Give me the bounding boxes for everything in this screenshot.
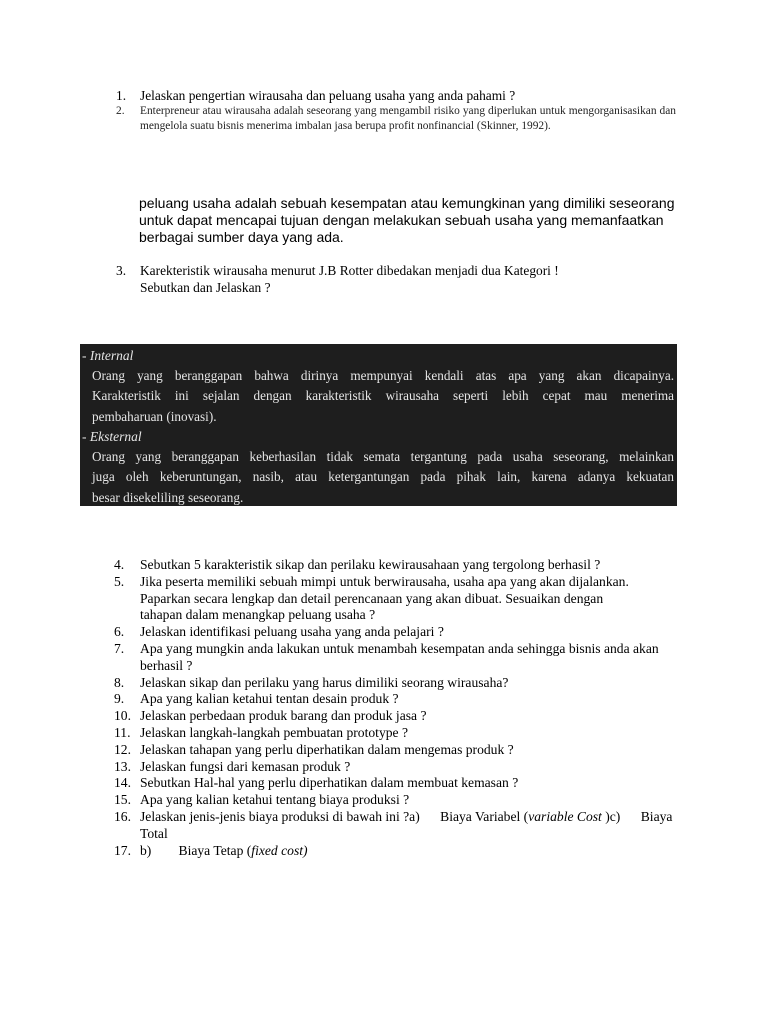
question-6 [114,624,674,641]
question-text: b) Biaya Tetap ( [140,842,252,858]
question-16 [114,809,674,843]
question-15 [114,792,674,809]
question-list [114,557,674,859]
question-text: Jelaskan jenis-jenis biaya produksi di bawah ini ?a) [140,808,420,824]
question-text: Apa yang mungkin anda lakukan untuk menambah kesempatan anda sehingga bisnis anda akan berhasil ? [140,640,659,673]
question-number: 12. [114,741,131,757]
question-text: Jelaskan fungsi dari kemasan produk ? [140,758,351,774]
question-text: Sebutkan 5 karakteristik sikap dan perilaku kewirausahaan yang tergolong berhasil ? [140,557,601,572]
question-number: 1. [116,88,127,103]
entrepreneur-definition: Enterpreneur atau wirausaha adalah seseorang yang mengambil risiko yang diperlukan untuk mengorganisasikan dan mengelola suatu bisnis menerima imbalan jasa berupa profit nonfinancial (Skinner, 1992). [140,105,676,132]
question-text: Jelaskan tahapan yang perlu diperhatikan dalam mengemas produk ? [140,741,514,757]
question-5 [114,574,640,624]
internal-description [92,366,674,427]
question-number: 5. [114,573,125,589]
question-8 [114,675,674,692]
question-10 [114,708,674,725]
question-text: Jika peserta memiliki sebuah mimpi untuk berwirausaha, usaha apa yang akan dijalankan. Paparkan secara lengkap dan detail perencanaan yang akan dibuat. Sesuaikan dengan tahapan dalam menangkap peluang usaha ? [140,573,629,623]
question-number: 8. [114,674,125,690]
question-number: 9. [114,691,125,707]
internal-line: Orang yang beranggapan bahwa dirinya mempunyai kendali atas apa yang akan dicapainya. [92,368,674,383]
eksternal-line: besar disekeliling seseorang. [92,489,244,505]
question-number: 15. [114,792,131,808]
internal-line: Karakteristik ini sejalan dengan karakteristik wirausaha seperti lebih cepat mau menerima [92,388,674,404]
question-text: Jelaskan perbedaan produk barang dan produk jasa ? [140,708,427,724]
eksternal-description [92,447,674,508]
question-7 [114,641,674,675]
question-text: Apa yang kalian ketahui tentang biaya produksi ? [140,792,410,808]
question-number: 13. [114,758,131,774]
eksternal-heading: - Eksternal [82,429,142,444]
question-13 [114,759,674,776]
question-text-italic: fixed cost) [251,842,308,858]
question-4 [114,557,674,574]
question-text-line-2: Sebutkan dan Jelaskan ? [140,280,271,295]
question-text: Sebutkan Hal-hal yang perlu diperhatikan dalam membuat kemasan ? [140,775,519,791]
internal-heading: - Internal [82,348,134,363]
question-number: 4. [114,557,125,572]
rotter-categories-box [80,344,677,506]
question-number: 14. [114,775,131,791]
question-text-post: )c) Biaya Total [140,808,676,841]
question-number: 3. [116,263,127,278]
internal-line: pembaharuan (inovasi). [92,408,217,424]
question-number: 11. [114,724,131,740]
question-number: 6. [114,624,125,640]
question-text: Jelaskan sikap dan perilaku yang harus dimiliki seorang wirausaha? [140,674,509,690]
question-text: Jelaskan pengertian wirausaha dan peluang usaha yang anda pahami ? [140,88,516,103]
eksternal-line: Orang yang beranggapan keberhasilan tidak semata tergantung pada usaha seseorang, melainkan [92,449,674,464]
question-number: 16. [114,808,131,824]
question-9 [114,691,674,708]
question-text: Jelaskan identifikasi peluang usaha yang anda pelajari ? [140,624,444,640]
question-text: Jelaskan langkah-langkah pembuatan prototype ? [140,724,409,740]
question-text: Apa yang kalian ketahui tentan desain produk ? [140,691,399,707]
question-number: 7. [114,640,125,656]
question-number: 17. [114,842,131,858]
question-14 [114,775,674,792]
question-11 [114,725,674,742]
question-text-line-1: Karekteristik wirausaha menurut J.B Rotter dibedakan menjadi dua Kategori ! [140,263,559,278]
eksternal-line: juga oleh keberuntungan, nasib, atau ketergantungan pada pihak lain, karena adanya kekuatan [92,469,674,485]
question-12 [114,742,674,759]
question-17 [114,843,674,860]
peluang-usaha-paragraph: peluang usaha adalah sebuah kesempatan atau kemungkinan yang dimiliki seseorang untuk dapat mencapai tujuan dengan melakukan sebuah usaha yang memanfaatkan berbagai sumber daya yang ada. [139,195,675,245]
question-number: 10. [114,708,131,724]
question-text-gap: Biaya Variabel ( [419,808,529,824]
item-number: 2. [116,105,125,117]
question-text-italic: variable Cost [528,808,602,824]
